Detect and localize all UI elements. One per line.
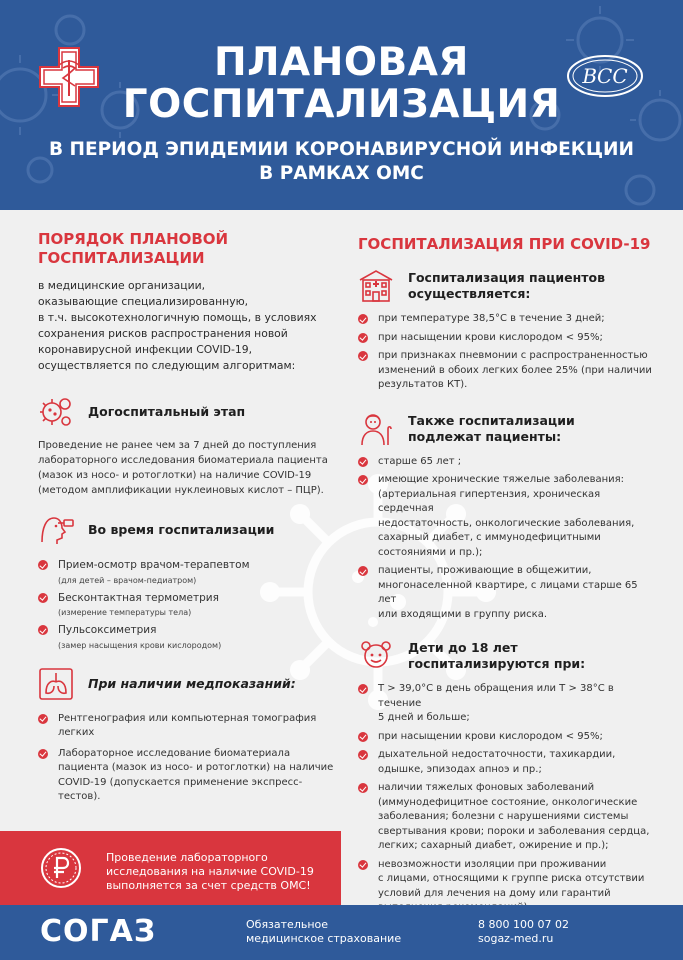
planned-order-title-line1: ПОРЯДОК ПЛАНОВОЙ	[38, 230, 229, 248]
prehospital-title: Догоспитальный этап	[88, 404, 246, 419]
block2-title-line2: подлежат пациенты:	[408, 428, 562, 444]
list-item-note: (для детей – врачом-педиатром)	[58, 575, 197, 585]
list-item-line: пациента (мазок из носо- и ротоглотки) на наличие	[58, 762, 334, 773]
oms-notice-line: исследования на наличие COVID-19	[106, 865, 314, 878]
block3-header	[358, 638, 654, 674]
list-item-line: пациенты, проживающие в общежитии,	[378, 565, 592, 576]
check-icon	[38, 749, 48, 759]
during-header	[38, 512, 338, 548]
intro-line: в медицинские организации,	[38, 279, 206, 292]
indications-list	[38, 712, 338, 805]
list-item-line: тестов).	[58, 791, 101, 802]
footer-description-line1: Обязательное	[246, 918, 329, 931]
oms-notice-line: Проведение лабораторного	[106, 851, 268, 864]
child-icon	[358, 638, 394, 674]
during-list	[38, 558, 338, 652]
block1-header	[358, 268, 654, 304]
list-item-line: COVID-19 (допускается применение экспресс-	[58, 776, 303, 788]
list-item-line: имеющие хронические тяжелые заболевания:	[378, 474, 625, 485]
block1-title-line2: осуществляется:	[408, 286, 531, 301]
list-item-line: дыхательной недостаточности, тахикардии,	[378, 749, 616, 760]
intro-line: осуществляется по следующим алгоритмам:	[38, 359, 296, 372]
block3-title-line1: Дети до 18 лет	[408, 640, 518, 655]
list-item-line: старше 65 лет ;	[378, 455, 462, 467]
list-item-line: 5 дней и больше;	[378, 712, 470, 723]
prehospital-text	[38, 438, 338, 498]
intro-line: в т.ч. высокотехнологичную помощь, в условиях	[38, 311, 317, 324]
planned-order-title-line2: ГОСПИТАЛИЗАЦИИ	[38, 249, 205, 267]
lungs-icon	[38, 666, 74, 702]
list-item-line: или входящими в группу риска.	[378, 608, 548, 620]
list-item	[358, 781, 654, 854]
list-item-line: условий для лечения на дому или гарантий	[378, 887, 611, 899]
block3-list	[358, 682, 654, 916]
list-item-line: с лицами, относящими к группе риска отсутствии	[378, 873, 645, 884]
list-item-line: одышке, эпизодах апноэ и пр.;	[378, 763, 542, 775]
check-icon	[358, 566, 368, 576]
block2-title	[408, 413, 575, 445]
covid-hospitalization-title: ГОСПИТАЛИЗАЦИЯ ПРИ COVID-19	[358, 235, 651, 253]
list-item-line: при признаках пневмонии с распространенностью	[378, 350, 648, 361]
block3-title-line2: госпитализируются при:	[408, 656, 586, 671]
ruble-coin-icon	[40, 847, 82, 889]
prehospital-header	[38, 394, 338, 430]
header-banner	[0, 0, 683, 210]
check-icon	[38, 714, 48, 724]
right-column	[358, 230, 654, 916]
list-item-line: сахарный диабет, с иммунодефицитными	[378, 532, 601, 543]
list-item-note: (измерение температуры тела)	[58, 608, 192, 617]
check-icon	[358, 351, 368, 361]
check-icon	[358, 333, 368, 343]
check-icon	[38, 625, 48, 635]
list-item	[358, 312, 654, 327]
block1-title-line1: Госпитализация пациентов	[408, 270, 606, 285]
planned-order-title	[38, 230, 338, 268]
list-item-line: легких	[58, 727, 95, 738]
list-item-line: многонаселенной квартире, с лицами старше 65 лет	[378, 579, 638, 605]
oms-notice-box	[0, 831, 341, 905]
list-item	[38, 591, 338, 620]
page-subtitle-line2: В РАМКАХ ОМС	[259, 163, 424, 184]
list-item-line: при насыщении крови кислородом < 95%;	[378, 730, 603, 742]
footer-website-link[interactable]: sogaz-med.ru	[478, 932, 554, 945]
prehospital-line: Проведение не ранее чем за 7 дней до поступления	[38, 440, 317, 451]
page-title-line2: ГОСПИТАЛИЗАЦИЯ	[122, 82, 561, 127]
list-item	[38, 558, 338, 587]
list-item-text: Прием-осмотр врачом-терапевтом	[58, 559, 250, 571]
indications-header	[38, 666, 338, 702]
list-item	[358, 331, 654, 346]
vss-logo	[566, 54, 644, 98]
prehospital-line: (мазок из носо- и ротоглотки) на наличие COVID-19	[38, 470, 312, 481]
list-item	[358, 564, 654, 622]
list-item-line: легких; сахарный диабет, ожирение и пр.);	[378, 840, 609, 851]
list-item-line: при насыщении крови кислородом < 95%;	[378, 331, 603, 343]
block3-title	[408, 640, 585, 672]
footer-description-line2: медицинское страхование	[246, 932, 402, 945]
left-column	[38, 230, 338, 805]
list-item	[38, 712, 338, 741]
intro-line: сохранения рисков распространения новой	[38, 327, 288, 340]
check-icon	[358, 750, 368, 760]
list-item-text: Пульсоксиметрия	[58, 624, 157, 636]
list-item-line: свертывания крови; пороки и заболевания сердца,	[378, 825, 650, 837]
page-subtitle-line1: В ПЕРИОД ЭПИДЕМИИ КОРОНАВИРУСНОЙ ИНФЕКЦИИ	[48, 139, 635, 160]
block2-header	[358, 411, 654, 447]
list-item	[358, 473, 654, 560]
block2-list	[358, 455, 654, 623]
intro-line: оказывающие специализированную,	[38, 295, 249, 308]
indications-title: При наличии медпоказаний:	[88, 675, 296, 691]
footer	[0, 905, 683, 960]
list-item-note: (замер насыщения крови кислородом)	[58, 640, 222, 650]
check-icon	[358, 475, 368, 485]
list-item	[38, 747, 338, 805]
footer-phone[interactable]: 8 800 100 07 02	[478, 918, 569, 931]
intro-paragraph	[38, 278, 338, 374]
list-item	[358, 748, 654, 777]
oms-notice-line: выполняется за счет средств ОМС!	[106, 879, 311, 892]
check-icon	[358, 457, 368, 467]
list-item-line: Рентгенография или компьютерная томография	[58, 712, 317, 724]
list-item-line: (иммунодефицитное состояние, онкологические	[378, 796, 638, 808]
check-icon	[358, 314, 368, 324]
list-item-line: при температуре 38,5°С в течение 3 дней;	[378, 313, 605, 324]
virus-cells-icon	[38, 394, 74, 430]
block2-title-line1: Также госпитализации	[408, 412, 575, 428]
check-icon	[358, 732, 368, 742]
list-item-line: состояниями и пр.);	[378, 546, 483, 558]
footer-contacts	[478, 918, 569, 946]
check-icon	[358, 783, 368, 793]
list-item	[38, 623, 338, 652]
list-item	[358, 730, 654, 745]
block1-title	[408, 270, 605, 302]
list-item-line: невозможности изоляции при проживании	[378, 858, 607, 870]
vss-logo-text: ВСС	[582, 64, 628, 88]
hospital-icon	[358, 268, 394, 304]
check-icon	[38, 560, 48, 570]
during-title: Во время госпитализации	[88, 522, 275, 537]
elderly-person-icon	[358, 411, 394, 447]
footer-description	[246, 918, 401, 946]
list-item-line: недостаточность, онкологические заболевания,	[378, 517, 635, 529]
list-item-text: Бесконтактная термометрия	[58, 591, 219, 604]
check-icon	[38, 593, 48, 603]
list-item-line: наличии тяжелых фоновых заболеваний	[378, 782, 595, 793]
list-item-line: Лабораторное исследование биоматериала	[58, 747, 291, 759]
block1-list	[358, 312, 654, 393]
list-item-line: изменений в обоих легких более 25% (при наличии	[378, 364, 652, 376]
page-title-line1: ПЛАНОВАЯ	[214, 40, 469, 85]
list-item	[358, 455, 654, 470]
oms-notice-text	[106, 851, 326, 893]
thermometer-face-icon	[38, 512, 74, 548]
list-item-line: (артериальная гипертензия, хроническая сердечная	[378, 488, 601, 514]
list-item-line: результатов КТ).	[378, 379, 468, 390]
list-item-line: Т > 39,0°С в день обращения или Т > 38°С в течение	[378, 683, 614, 709]
list-item	[358, 349, 654, 393]
intro-line: коронавирусной инфекции COVID-19,	[38, 343, 253, 356]
check-icon	[358, 860, 368, 870]
sogaz-logo: СОГАЗ	[40, 914, 157, 949]
list-item	[358, 682, 654, 726]
list-item-line: заболевания; болезни с нарушениями системы	[378, 811, 629, 822]
prehospital-line: (методом амплификации нуклеиновых кислот – ПЦР).	[38, 485, 324, 496]
check-icon	[358, 684, 368, 694]
prehospital-line: лабораторного исследования биоматериала пациента	[38, 455, 328, 466]
